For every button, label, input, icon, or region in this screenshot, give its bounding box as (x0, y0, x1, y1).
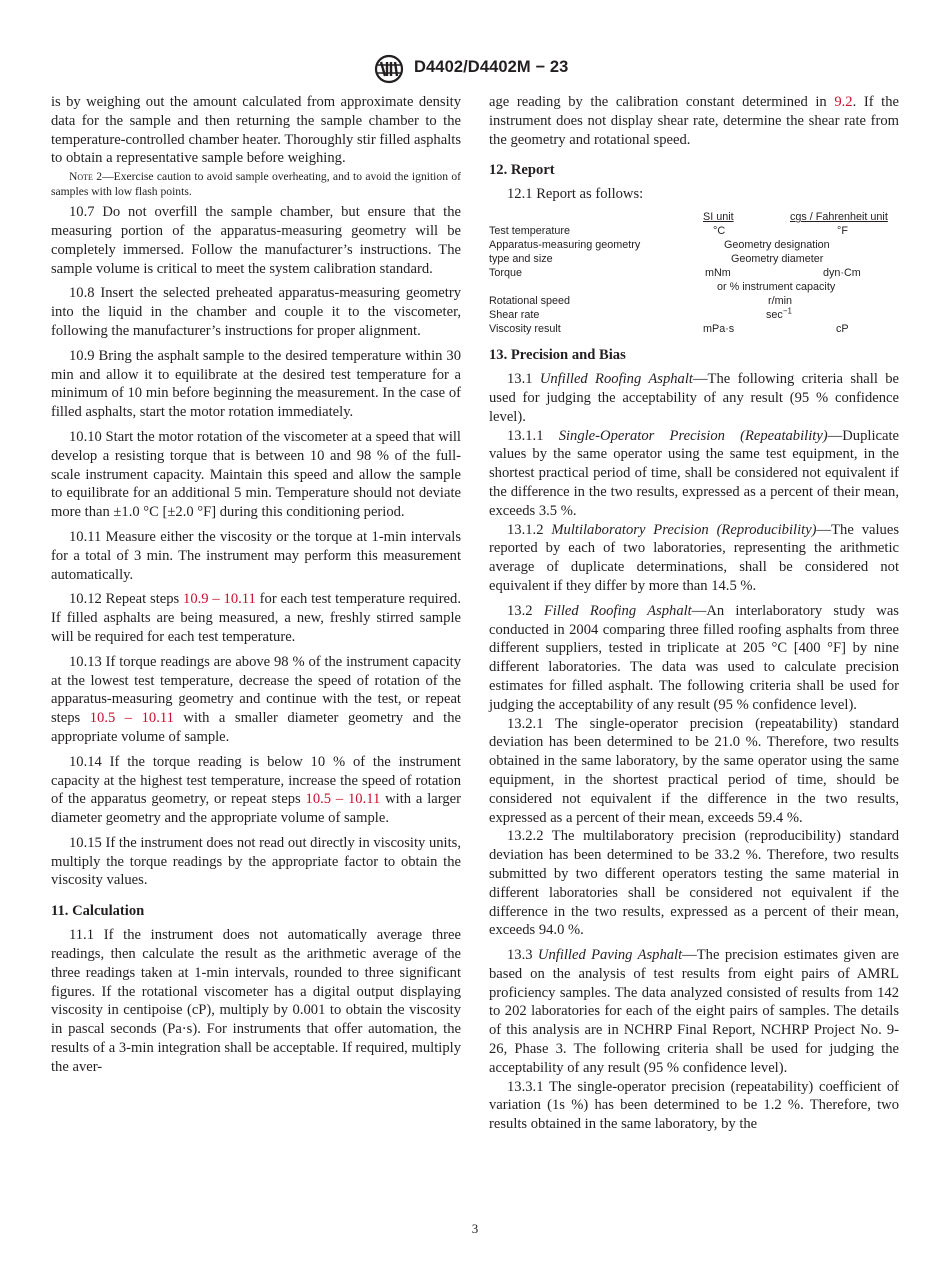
paragraph-13-1 (489, 370, 899, 426)
page-number: 3 (471, 1221, 479, 1236)
text-span: with a larger diameter geometry and the appropriate volume of sample. (51, 791, 461, 827)
text-span: 10.13 If torque readings are above 98 % of the instrument capacity at the lowest test temperature, decrease the speed of rotation of the apparatus-measuring geometry and continue with the test, or repeat steps (51, 653, 461, 727)
report-row (489, 238, 899, 252)
text-span: —An interlaboratory study was conducted in 2004 comparing three filled roofing asphalts from three different suppliers, tested in triplicate at 205 °C [400 °F] by nine different laboratories. The data was used to calculate precision estimates for filled asphalt. The following criteria shall be used for judging the acceptability of any result (95 % confidence level). (489, 602, 899, 713)
page-header (0, 56, 950, 82)
report-si-value: mNm (705, 267, 731, 280)
paragraph-10-9: 10.9 Bring the asphalt sample to the desired temperature within 30 min and allow it to equilibrate at the desired test temperature for a minimum of 10 min before beginning the measurement. In the case of filled asphalts, start the motor rotation immediately. (51, 347, 461, 421)
report-row (489, 280, 899, 294)
report-row (489, 308, 899, 322)
text-span: 10.12 Repeat steps (69, 591, 184, 608)
report-row (489, 322, 899, 336)
italic-title: Multilaboratory Precision (Reproducibility) (551, 521, 817, 538)
paragraph-continued: is by weighing out the amount calculated from approximate density data for the sample and then returning the sample chamber to the temperature-controlled chamber heater. Thoroughly stir filled asphalts to obtain a representative sample before weighing. (51, 94, 461, 167)
text-span: age reading by the calibration constant determined in (489, 94, 835, 110)
report-label: type and size (489, 253, 553, 266)
paragraph-13-3 (489, 946, 899, 1078)
section-link[interactable]: 9.2 (834, 94, 853, 110)
text-span: —The following criteria shall be used for judging the acceptability of any result (95 % confidence level). (489, 371, 900, 425)
document-code: D4402/D4402M − 23 (414, 58, 569, 76)
text-span: —The values reported by each of two laboratories, representing the arithmetic average of duplicate determinations, shall be considered not equivalent if they differ by more than 14.5 %. (489, 521, 899, 594)
report-header-row (489, 210, 899, 224)
paragraph-10-15: 10.15 If the instrument does not read out directly in viscosity units, multiply the torque readings by the appropriate factor to obtain the viscosity values. (51, 834, 461, 889)
report-label: Apparatus-measuring geometry (489, 239, 641, 252)
note-text: —Exercise caution to avoid sample overheating, and to avoid the ignition of samples with low flash points. (51, 170, 461, 199)
text-span: for each test temperature required. If filled asphalts are being measured, a new, freshly stirred sample will be required for each test temperature. (51, 591, 461, 645)
report-row (489, 266, 899, 280)
paragraph-13-2 (489, 602, 899, 715)
report-cgs-value: °F (837, 225, 848, 238)
right-column (489, 93, 899, 1134)
italic-title: Single-Operator Precision (Repeatability) (558, 427, 828, 444)
section-heading-13: 13. Precision and Bias (489, 347, 626, 364)
paragraph-10-10: 10.10 Start the motor rotation of the viscometer at a speed that will develop a resisting torque that is between 10 and 98 % of the full-scale instrument capacity. Maintain this speed and allow the sample to equilibrate for an additional 5 min. Temperature should not deviate more than ±1.0 °C [±2.0 °F] during this conditioning period. (51, 428, 461, 521)
paragraph-10-14 (51, 753, 461, 828)
report-label: Test temperature (489, 225, 571, 238)
cgs-unit-header: cgs / Fahrenheit unit (790, 211, 888, 224)
paragraph-11-1: 11.1 If the instrument does not automatically average three readings, then calculate the result as the arithmetic average of the three readings taken at 1-min intervals, rounded to three significant figures. If the rotational viscometer has a digital output displaying viscosity in centipoise (cP), multiply by 0.001 to obtain the viscosity in pascal seconds (Pa·s). For instruments that offer automation, the results of a 3-min integration shall be acceptable. If required, multiply the aver- (51, 927, 461, 1075)
si-unit-header: SI unit (703, 211, 734, 224)
section-link[interactable]: 10.9 – 10.11 (183, 591, 256, 608)
report-value: Geometry diameter (731, 253, 824, 266)
paragraph-10-12 (51, 590, 461, 646)
paragraph-10-13 (51, 653, 461, 747)
text-span: with a smaller diameter geometry and the appropriate volume of sample. (51, 710, 461, 745)
left-column (51, 93, 461, 1077)
report-label: Shear rate (489, 309, 540, 322)
section-heading-12: 12. Report (489, 162, 555, 179)
italic-title: Unfilled Paving Asphalt (537, 947, 683, 964)
report-cgs-value: cP (836, 323, 849, 336)
report-si-value: °C (713, 225, 726, 238)
paragraph-13-3-1: 13.3.1 The single-operator precision (repeatability) coefficient of variation (1s %) has been determined to be 1.2 %. Therefore, two results obtained in the same laboratory, by the (489, 1078, 899, 1133)
report-value (766, 308, 792, 322)
report-cgs-value: dyn·Cm (823, 267, 861, 280)
italic-title: Filled Roofing Asphalt (543, 602, 692, 619)
note-label: Note 2 (69, 170, 103, 184)
paragraph-13-1-1 (489, 427, 899, 521)
text-span: 10.14 If the torque reading is below 10 % of the instrument capacity at the highest test temperature, increase the speed of rotation of the apparatus geometry, or repeat steps (51, 753, 461, 808)
report-row (489, 252, 899, 266)
report-row (489, 294, 899, 308)
paragraph-13-1-2 (489, 521, 899, 596)
paragraph-10-8: 10.8 Insert the selected preheated apparatus-measuring geometry into the liquid in the chamber and couple it to the viscometer, following the manufacturer’s instructions for proper alignment. (51, 285, 461, 339)
paragraph-10-11: 10.11 Measure either the viscosity or the torque at 1-min intervals for a total of 3 min. The instrument may perform this measurement automatically. (51, 528, 461, 583)
paragraph-12-1: 12.1 Report as follows: (507, 186, 644, 203)
note-2 (51, 169, 461, 199)
report-value: or % instrument capacity (717, 281, 836, 294)
report-value: r/min (768, 295, 792, 308)
report-value: Geometry designation (724, 239, 830, 252)
text-span: 13.1 (507, 371, 540, 388)
text-span: 13.1.2 (507, 521, 552, 538)
report-row (489, 224, 899, 238)
report-table (489, 210, 899, 336)
text-span: 13.3 (507, 947, 538, 964)
section-heading-11: 11. Calculation (51, 903, 145, 920)
text-span: —The precision estimates given are based on the analysis of test results from eight pairs of AMRL proficiency samples. The data analyzed consisted of results from 142 to 202 laboratories for each of the eight pairs of samples. The details of this analysis are in NCHRP Final Report, NCHRP Project No. 9-26, Phase 3. The following criteria shall be used for judging the acceptability of any result (95 % confidence level). (489, 947, 899, 1076)
unit-exponent: −1 (782, 306, 792, 316)
italic-title: Unfilled Roofing Asphalt (539, 371, 693, 388)
section-link[interactable]: 10.5 – 10.11 (305, 791, 381, 808)
section-link[interactable]: 10.5 – 10.11 (89, 710, 174, 727)
text-span: —Duplicate values by the same operator using the same test equipment, in the shortest practical period of time, shall be considered not equivalent if the difference in the two results, expressed as a percent of their mean, exceeds 3.5 %. (489, 427, 899, 519)
text-span: 13.1.1 (507, 427, 559, 444)
report-label: Torque (489, 267, 523, 280)
paragraph-10-7: 10.7 Do not overfill the sample chamber, but ensure that the measuring portion of the apparatus-measuring geometry will be completely immersed. Follow the manufacturer’s instructions. The sample volume is critical to meet the system calibration standard. (51, 204, 461, 277)
report-label: Rotational speed (489, 295, 571, 308)
astm-logo (372, 54, 406, 84)
paragraph-continued (489, 93, 899, 149)
unit-text: sec (766, 309, 783, 322)
text-span: . If the instrument does not display shear rate, determine the shear rate from the geometry and rotational speed. (489, 94, 899, 148)
report-label: Viscosity result (489, 323, 561, 336)
text-span: 13.2 (507, 602, 544, 619)
report-si-value: mPa·s (703, 323, 735, 336)
paragraph-13-2-1: 13.2.1 The single-operator precision (repeatability) standard deviation has been determined to be 21.0 %. Therefore, two results obtained in the same laboratory, by the same operator using the same equipment, in the shortest practical period of time, should be considered not equivalent if the difference in the two results, expressed as a percent of their mean, exceeds 59.4 %. (489, 715, 899, 826)
paragraph-13-2-2: 13.2.2 The multilaboratory precision (reproducibility) standard deviation has been determined to be 33.2 %. Therefore, two results submitted by two different operators testing the same material in different laboratories shall be considered not equivalent if the difference in the two results, expressed as a percent of their mean, exceeds 94.0 %. (489, 828, 899, 939)
